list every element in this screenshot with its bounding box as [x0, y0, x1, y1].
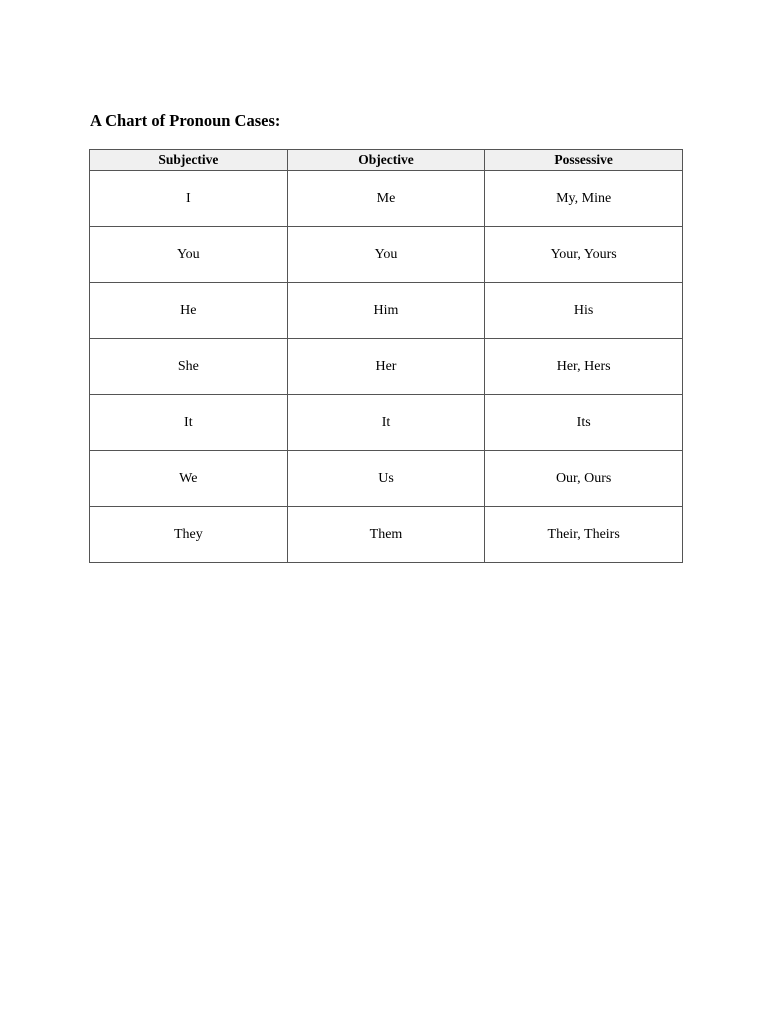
page-title: A Chart of Pronoun Cases: — [90, 111, 281, 130]
cell-possessive: Her, Hers — [485, 339, 683, 395]
header-possessive: Possessive — [485, 150, 683, 171]
cell-subjective: You — [90, 227, 288, 283]
cell-possessive: My, Mine — [485, 171, 683, 227]
table-row — [90, 227, 683, 283]
cell-subjective: She — [90, 339, 288, 395]
cell-subjective: I — [90, 171, 288, 227]
table-row — [90, 395, 683, 451]
table-body — [90, 171, 683, 563]
table-row — [90, 507, 683, 563]
cell-possessive: His — [485, 283, 683, 339]
header-subjective: Subjective — [90, 150, 288, 171]
cell-objective: Her — [287, 339, 485, 395]
cell-subjective: We — [90, 451, 288, 507]
cell-objective: It — [287, 395, 485, 451]
cell-possessive: Their, Theirs — [485, 507, 683, 563]
cell-objective: Him — [287, 283, 485, 339]
table-row — [90, 339, 683, 395]
cell-objective: Us — [287, 451, 485, 507]
cell-possessive: Our, Ours — [485, 451, 683, 507]
cell-subjective: He — [90, 283, 288, 339]
cell-objective: Them — [287, 507, 485, 563]
cell-objective: You — [287, 227, 485, 283]
cell-objective: Me — [287, 171, 485, 227]
table-header — [90, 150, 683, 171]
table-row — [90, 283, 683, 339]
table-row — [90, 171, 683, 227]
header-objective: Objective — [287, 150, 485, 171]
table-row — [90, 451, 683, 507]
cell-subjective: They — [90, 507, 288, 563]
cell-possessive: Its — [485, 395, 683, 451]
cell-possessive: Your, Yours — [485, 227, 683, 283]
header-row — [90, 150, 683, 171]
pronoun-cases-table — [89, 149, 683, 563]
cell-subjective: It — [90, 395, 288, 451]
